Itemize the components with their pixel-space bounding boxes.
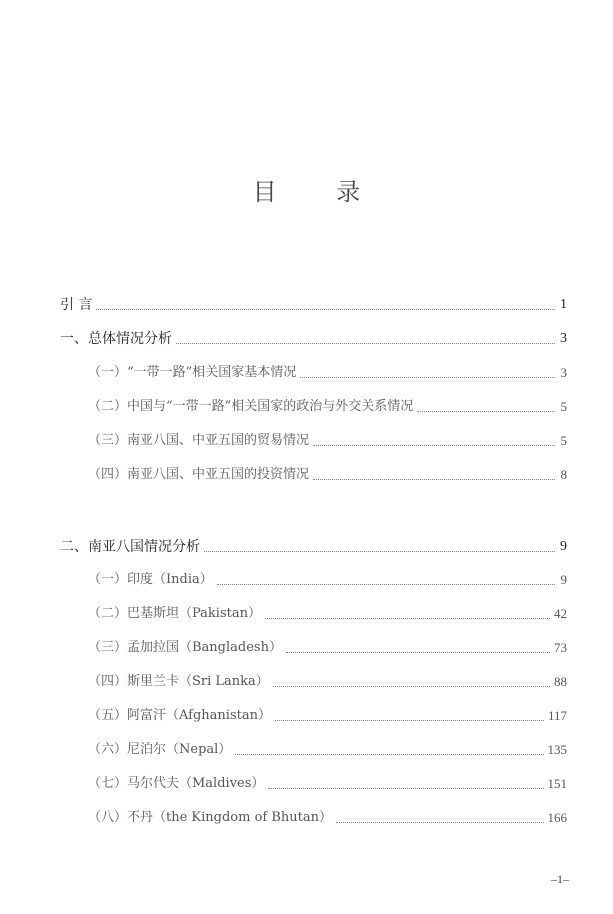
dot-leader <box>286 652 550 653</box>
toc-entry-1-3[interactable] <box>88 428 567 450</box>
toc-entry-label: （三）孟加拉国（Bangladesh） <box>88 640 282 655</box>
toc-entry-label: （六）尼泊尔（Nepal） <box>88 742 232 757</box>
dot-leader <box>313 479 555 480</box>
toc-entry-label: （二）巴基斯坦（Pakistan） <box>88 606 261 621</box>
dot-leader <box>275 720 544 721</box>
toc-entry-section-2[interactable] <box>60 534 567 556</box>
toc-entry-1-2[interactable] <box>88 394 567 416</box>
toc-entry-label: 二、南亚八国情况分析 <box>60 539 200 555</box>
dot-leader <box>300 377 555 378</box>
toc-entry-label: 引 言 <box>60 297 93 313</box>
toc-entry-page: 166 <box>547 810 567 825</box>
toc-entry-label: （一）印度（India） <box>88 572 213 587</box>
dot-leader <box>217 584 555 585</box>
toc-entry-1-4[interactable] <box>88 462 567 484</box>
toc-entry-page: 9 <box>560 539 567 554</box>
toc-entry-2-4[interactable] <box>88 669 567 691</box>
page-title: 目 录 <box>252 178 387 206</box>
toc-entry-page: 3 <box>560 365 567 380</box>
toc-entry-2-2[interactable] <box>88 601 567 623</box>
toc-entry-label: 一、总体情况分析 <box>60 331 172 347</box>
toc-entry-label: （三）南亚八国、中亚五国的贸易情况 <box>88 433 310 448</box>
toc-entry-label: （一）“一带一路”相关国家基本情况 <box>88 365 297 380</box>
toc-entry-label: （四）南亚八国、中亚五国的投资情况 <box>88 467 310 482</box>
toc-entry-page: 135 <box>547 742 567 757</box>
toc-entry-1-1[interactable] <box>88 360 567 382</box>
dot-leader <box>265 618 550 619</box>
toc-entry-page: 5 <box>560 399 567 414</box>
toc-entry-2-7[interactable] <box>88 771 567 793</box>
toc-entry-2-1[interactable] <box>88 567 567 589</box>
toc-entry-page: 3 <box>560 331 567 346</box>
page-number: –1– <box>551 872 569 886</box>
toc-entry-label: （五）阿富汗（Afghanistan） <box>88 708 271 723</box>
dot-leader <box>204 551 555 552</box>
toc-entry-label: （四）斯里兰卡（Sri Lanka） <box>88 674 269 689</box>
dot-leader <box>96 309 555 310</box>
dot-leader <box>313 445 555 446</box>
toc-entry-2-8[interactable] <box>88 805 567 827</box>
dot-leader <box>417 411 555 412</box>
toc-entry-page: 8 <box>560 467 567 482</box>
toc-entry-page: 42 <box>554 606 567 621</box>
toc-entry-page: 9 <box>560 572 567 587</box>
dot-leader <box>235 754 543 755</box>
toc-entry-section-1[interactable] <box>60 326 567 348</box>
toc-entry-introduction[interactable] <box>60 292 567 314</box>
toc-entry-page: 117 <box>547 708 567 723</box>
toc-entry-2-3[interactable] <box>88 635 567 657</box>
dot-leader <box>176 343 555 344</box>
toc-entry-label: （七）马尔代夫（Maldives） <box>88 776 265 791</box>
toc-entry-label: （二）中国与“一带一路”相关国家的政治与外交关系情况 <box>88 399 414 414</box>
dot-leader <box>336 822 543 823</box>
toc-entry-page: 88 <box>554 674 567 689</box>
dot-leader <box>268 788 543 789</box>
dot-leader <box>273 686 550 687</box>
toc-entry-page: 1 <box>560 297 567 312</box>
toc-entry-2-6[interactable] <box>88 737 567 759</box>
toc-entry-label: （八）不丹（the Kingdom of Bhutan） <box>88 810 333 825</box>
toc-entry-page: 73 <box>554 640 567 655</box>
toc-entry-page: 5 <box>560 433 567 448</box>
toc-entry-2-5[interactable] <box>88 703 567 725</box>
toc-entry-page: 151 <box>547 776 567 791</box>
